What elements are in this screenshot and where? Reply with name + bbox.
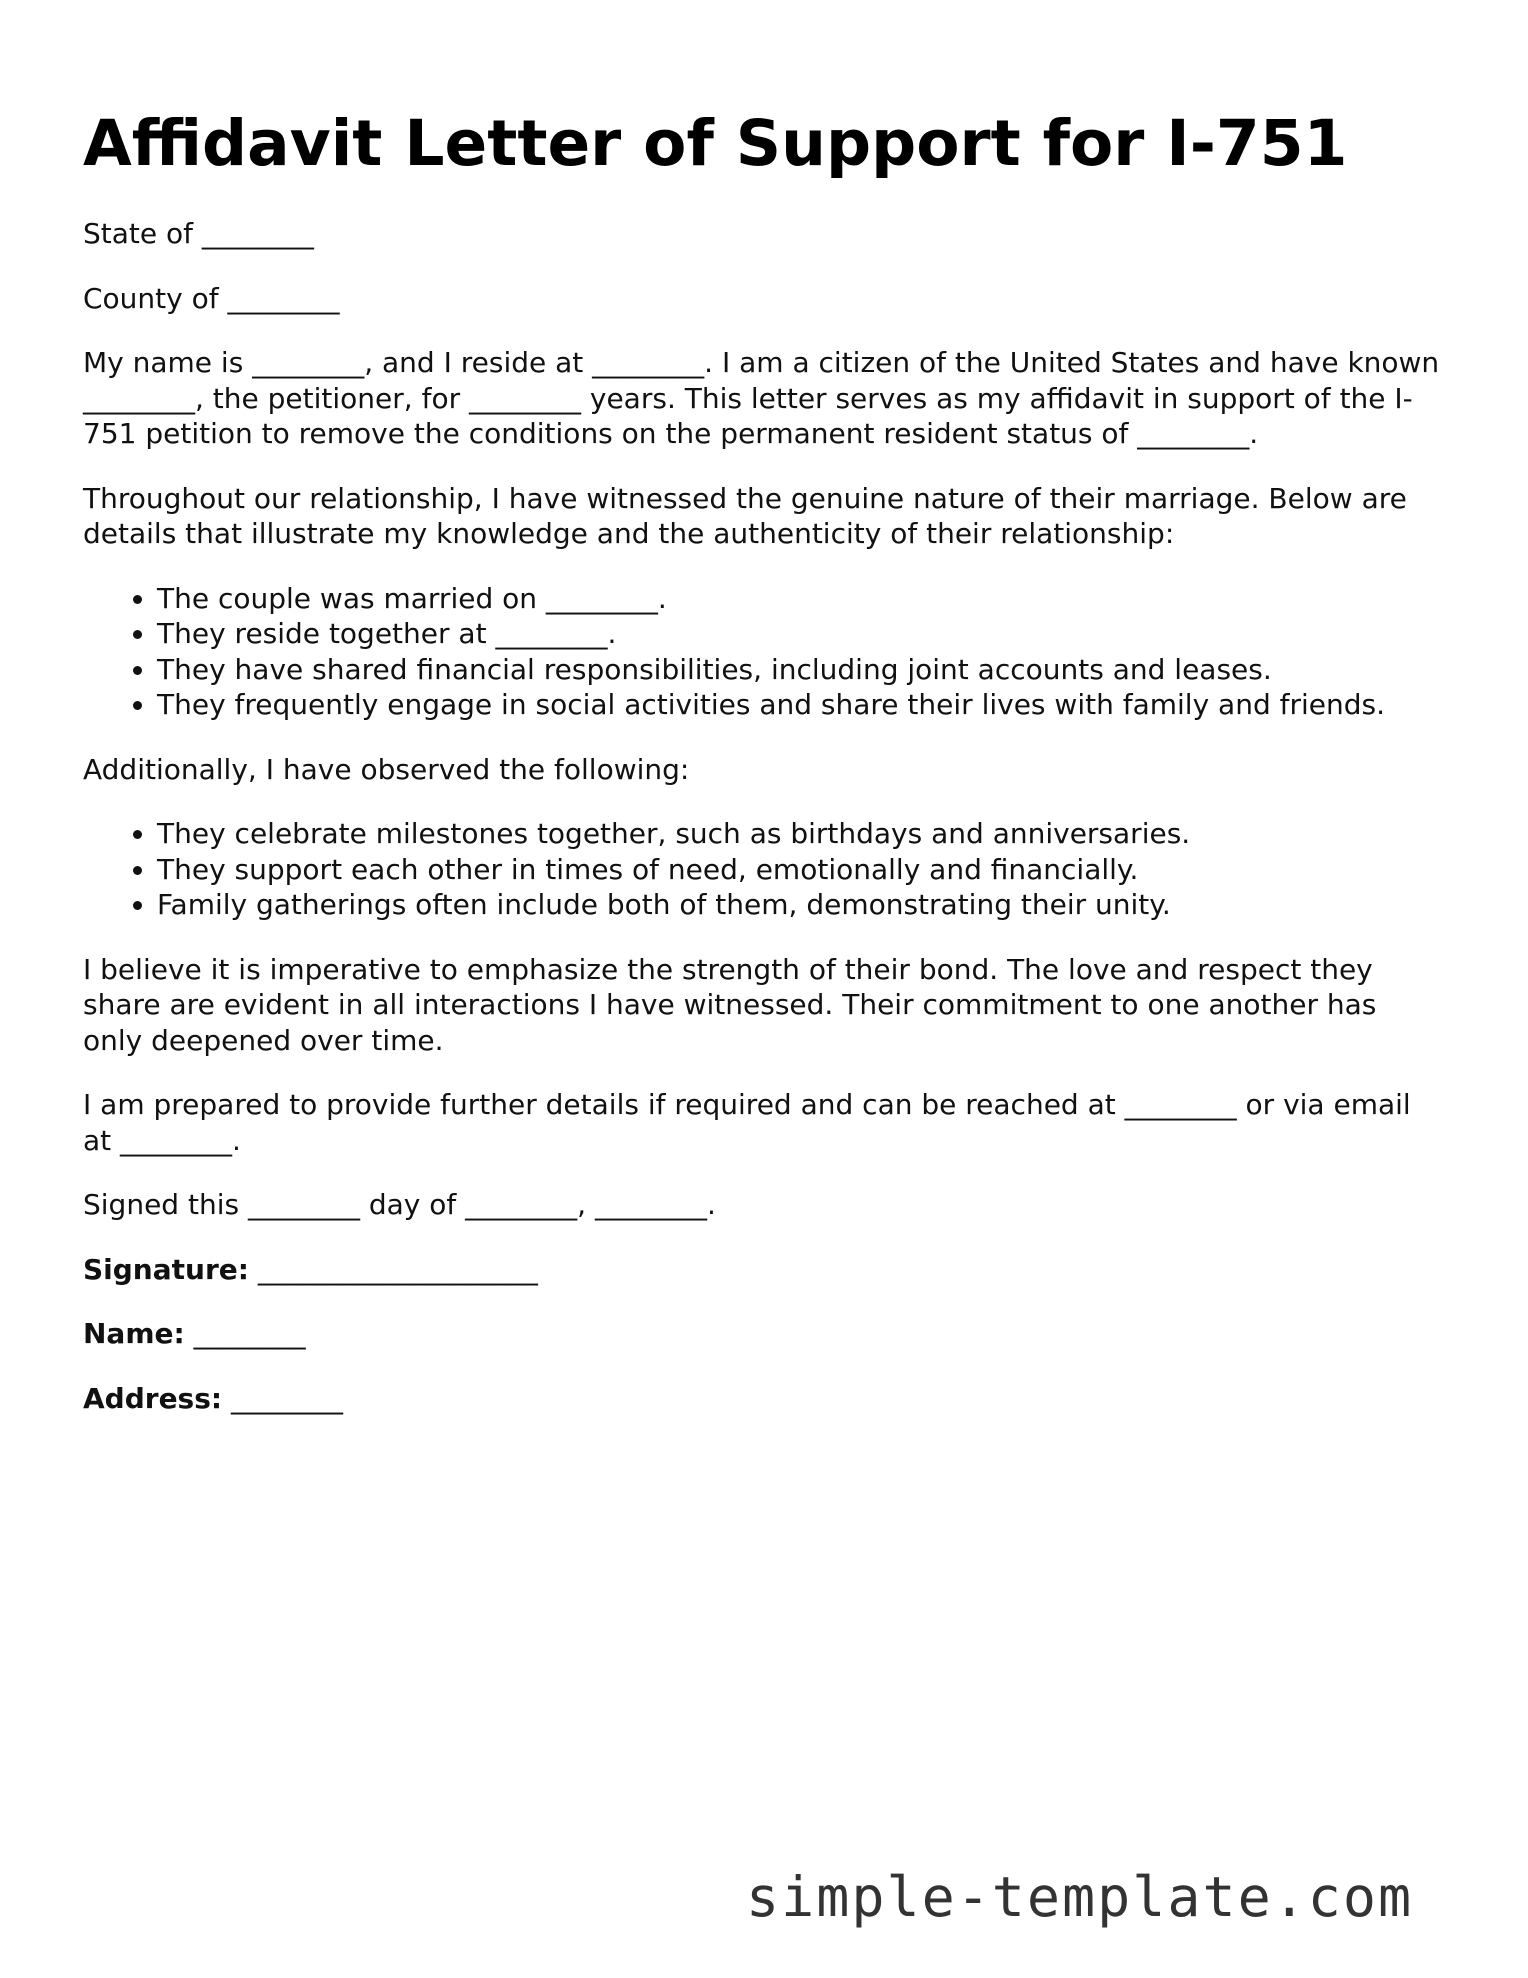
list-item: • They celebrate milestones together, such as birthdays and anniversaries. xyxy=(157,816,1443,852)
list-item: • The couple was married on ________. xyxy=(157,581,1443,617)
list-item: • They frequently engage in social activities and share their lives with family and friends. xyxy=(157,687,1443,723)
relationship-paragraph: Throughout our relationship, I have witnessed the genuine nature of their marriage. Below are details that illustrate my knowledge and the authenticity of their relationship: xyxy=(83,481,1407,550)
contact-paragraph: I am prepared to provide further details if required and can be reached at ________ or via email at ________. xyxy=(83,1088,1411,1157)
name-line xyxy=(83,1316,1443,1352)
list-item: • They reside together at ________. xyxy=(157,616,1443,652)
name-value: ________ xyxy=(193,1317,306,1350)
document-body xyxy=(83,216,1443,1445)
document-title: Affidavit Letter of Support for I-751 xyxy=(83,107,1348,180)
observations-list xyxy=(83,816,1443,923)
state-line: State of ________ xyxy=(83,217,314,250)
list-item: • Family gatherings often include both of them, demonstrating their unity. xyxy=(157,887,1443,923)
watermark: simple-template.com xyxy=(746,1865,1414,1929)
signature-label: Signature: xyxy=(83,1252,249,1286)
signed-line: Signed this ________ day of ________, ________. xyxy=(83,1188,716,1221)
additional-intro: Additionally, I have observed the following: xyxy=(83,752,690,786)
list-item: • They have shared financial responsibilities, including joint accounts and leases. xyxy=(157,652,1443,688)
intro-paragraph: My name is ________, and I reside at ________. I am a citizen of the United States and have known ________, the petitioner, for ________ years. This letter serves as my affidavit in support of the I-751 petition to remove the conditions on the permanent resident status of ________. xyxy=(83,346,1440,450)
signature-value: ____________________ xyxy=(257,1252,538,1286)
address-value: ________ xyxy=(231,1381,343,1415)
bond-paragraph: I believe it is imperative to emphasize the strength of their bond. The love and respect they share are evident in all interactions I have witnessed. Their commitment to one another has only deepened over time. xyxy=(83,952,1377,1057)
details-list xyxy=(83,581,1443,723)
address-line xyxy=(83,1381,1443,1417)
list-item: • They support each other in times of need, emotionally and financially. xyxy=(157,852,1443,888)
address-label: Address: xyxy=(83,1381,223,1415)
county-line: County of ________ xyxy=(83,281,340,315)
signature-line xyxy=(83,1252,1443,1288)
name-label: Name: xyxy=(83,1317,185,1350)
